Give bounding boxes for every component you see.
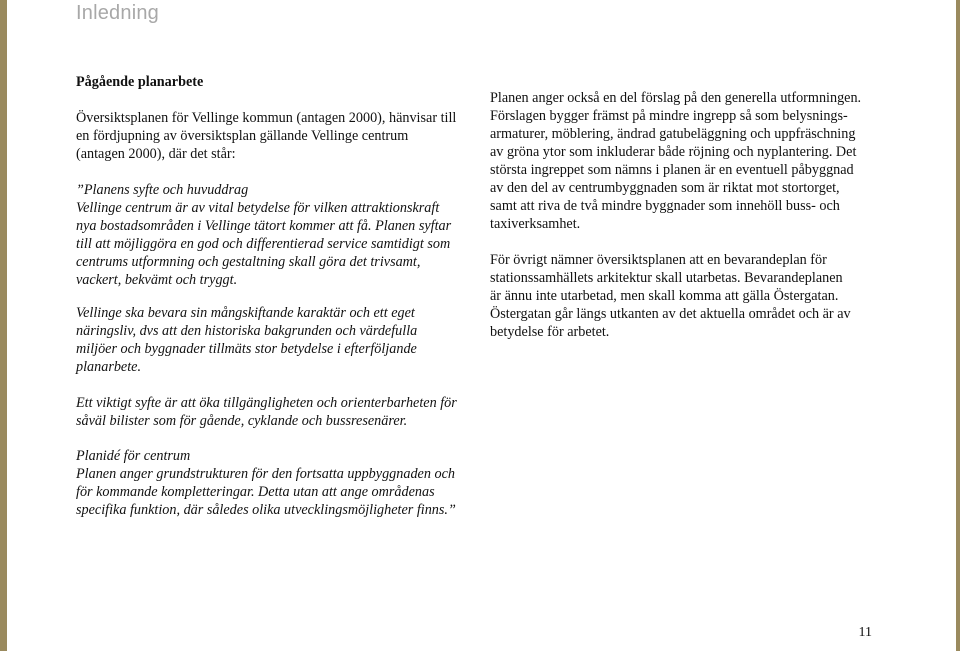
quote-line: Planen anger grundstrukturen för den fortsatta uppbyggnaden och [76,466,455,482]
quote-line: för kommande kompletteringar. Detta utan att ange områdenas [76,484,435,500]
intro-line: en fördjupning av översiktsplan gällande Vellinge centrum [76,128,409,144]
quote-paragraph-purpose [76,181,451,289]
quote-line: Vellinge centrum är av vital betydelse för vilken attraktionskraft [76,200,440,216]
body-line: betydelse för arbetet. [490,324,610,340]
body-line: av gröna ytor som inkluderar både röjning och nyplantering. Det [490,144,857,160]
quote-line: specifika funktion, där således olika utvecklingsmöjligheter finns.” [76,502,456,518]
intro-paragraph [76,109,456,163]
body-line: stationssamhällets arkitektur skall utarbetas. Bevarandeplanen [490,270,843,286]
section-heading: Pågående planarbete [76,74,204,90]
body-line: Planen anger också en del förslag på den generella utformningen. [490,90,862,106]
quote-paragraph-accessibility [76,394,457,430]
quote-paragraph-character [76,304,417,376]
page-header-title: Inledning [76,2,159,24]
quote-line: vackert, bekvämt och tryggt. [76,272,238,288]
quote-line: miljöer och byggnader tillmäts stor betydelse i efterföljande [76,341,417,357]
intro-line: Översiktsplanen för Vellinge kommun (antagen 2000), hänvisar till [76,110,457,126]
intro-line: (antagen 2000), där det står: [76,146,236,162]
body-line: är ännu inte utarbetad, men skall komma att gälla Östergatan. [490,288,839,304]
body-line: samt att riva de två mindre byggnader som innehöll buss- och [490,198,840,214]
body-line: Östergatan går längs utkanten av det aktuella området och är av [490,306,851,322]
quote-line: näringsliv, dvs att den historiska bakgrunden och värdefulla [76,323,418,339]
quote-paragraph-plan-idea [76,447,456,519]
proposal-paragraph [490,89,861,233]
body-line: armaturer, möblering, ändrad gatubeläggning och uppfräschning [490,126,856,142]
quote-line: Vellinge ska bevara sin mångskiftande karaktär och ett eget [76,305,415,321]
quote-line: Ett viktigt syfte är att öka tillgängligheten och orienterbarheten för [76,395,457,411]
body-line: För övrigt nämner översiktsplanen att en bevarandeplan för [490,252,827,268]
quote-line: ”Planens syfte och huvuddrag [76,182,249,198]
quote-line: nya bostadsområden i Vellinge tätort kommer att få. Planen syftar [76,218,452,234]
quote-line: centrums utformning och gestaltning skall göra det trivsamt, [76,254,421,270]
page-number: 11 [858,625,872,640]
body-line: taxiverksamhet. [490,216,581,232]
quote-line: såväl bilister som för gående, cyklande och bussresenärer. [76,413,408,429]
left-edge-bar [0,0,7,651]
quote-line: Planidé för centrum [76,448,191,464]
body-line: Förslagen bygger främst på mindre ingrepp så som belysnings- [490,108,848,124]
right-edge-bar [956,0,960,651]
body-line: största ingreppet som nämns i planen är en eventuell påbyggnad [490,162,854,178]
quote-line: till att möjliggöra en god och differentierad service samtidigt som [76,236,451,252]
body-line: av den del av centrumbyggnaden som är riktat mot stortorget, [490,180,840,196]
quote-line: planarbete. [76,359,142,375]
conservation-paragraph [490,251,851,341]
